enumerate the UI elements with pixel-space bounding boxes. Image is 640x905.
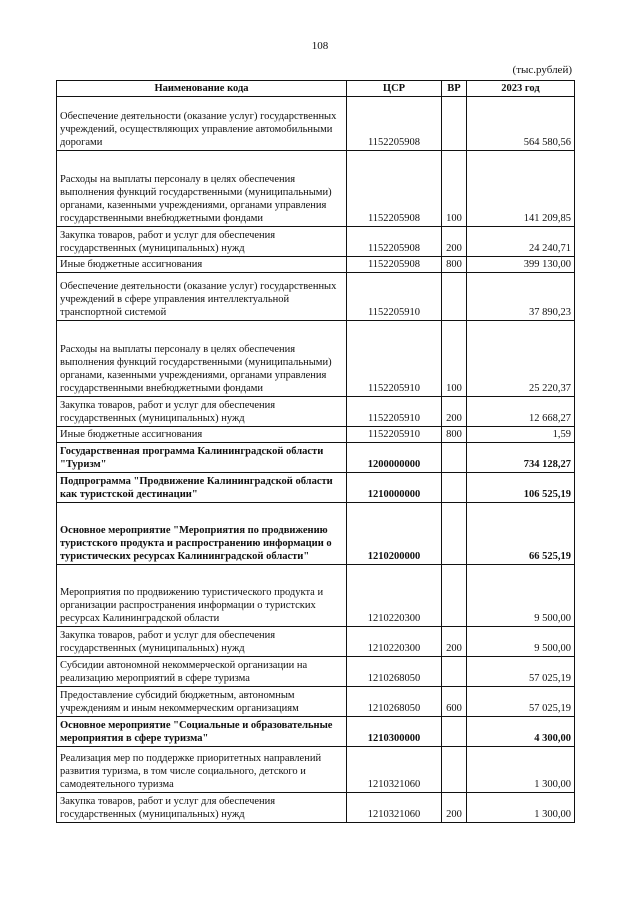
row-name: Обеспечение деятельности (оказание услуг) государственных учреждений, осуществляющих управление автомобильными дорогами xyxy=(57,97,347,151)
row-name: Предоставление субсидий бюджетным, автономным учреждениям и иным некоммерческим организациям xyxy=(57,687,347,717)
row-code: 1152205910 xyxy=(347,321,442,397)
table-row xyxy=(57,97,575,151)
row-name: Закупка товаров, работ и услуг для обеспечения государственных (муниципальных) нужд xyxy=(57,227,347,257)
table-row xyxy=(57,473,575,503)
row-code: 1200000000 xyxy=(347,443,442,473)
row-amount: 25 220,37 xyxy=(467,321,575,397)
row-name: Субсидии автономной некоммерческой организации на реализацию мероприятий в сфере туризма xyxy=(57,657,347,687)
row-amount: 734 128,27 xyxy=(467,443,575,473)
row-vr: 200 xyxy=(442,793,467,823)
row-name: Мероприятия по продвижению туристического продукта и организации распространения информации о туристских ресурсах Калининградской области xyxy=(57,565,347,627)
row-name: Закупка товаров, работ и услуг для обеспечения государственных (муниципальных) нужд xyxy=(57,397,347,427)
row-code: 1152205910 xyxy=(347,397,442,427)
table-row xyxy=(57,687,575,717)
row-vr: 100 xyxy=(442,151,467,227)
table-row xyxy=(57,657,575,687)
table-row xyxy=(57,427,575,443)
table-row xyxy=(57,257,575,273)
budget-table xyxy=(56,80,575,823)
row-name: Реализация мер по поддержке приоритетных направлений развития туризма, в том числе социального, детского и самодеятельного туризма xyxy=(57,747,347,793)
row-code: 1152205908 xyxy=(347,151,442,227)
row-vr: 100 xyxy=(442,321,467,397)
row-code: 1210268050 xyxy=(347,687,442,717)
row-amount: 564 580,56 xyxy=(467,97,575,151)
row-amount: 57 025,19 xyxy=(467,657,575,687)
units-label: (тыс.рублей) xyxy=(512,64,572,76)
row-amount: 4 300,00 xyxy=(467,717,575,747)
row-amount: 9 500,00 xyxy=(467,627,575,657)
table-row xyxy=(57,227,575,257)
row-code: 1210268050 xyxy=(347,657,442,687)
row-vr: 800 xyxy=(442,427,467,443)
row-amount: 9 500,00 xyxy=(467,565,575,627)
table-row xyxy=(57,627,575,657)
row-code: 1210220300 xyxy=(347,565,442,627)
row-code: 1152205910 xyxy=(347,273,442,321)
row-vr: 200 xyxy=(442,397,467,427)
table-row xyxy=(57,397,575,427)
row-vr xyxy=(442,565,467,627)
row-vr xyxy=(442,747,467,793)
row-name: Расходы на выплаты персоналу в целях обеспечения выполнения функций государственными (муниципальными) органами, казенными учреждениями, органами управления государственными внебюджетными фондами xyxy=(57,321,347,397)
row-amount: 106 525,19 xyxy=(467,473,575,503)
row-amount: 24 240,71 xyxy=(467,227,575,257)
table-row xyxy=(57,321,575,397)
row-vr xyxy=(442,717,467,747)
row-name: Иные бюджетные ассигнования xyxy=(57,427,347,443)
row-name: Подпрограмма "Продвижение Калининградской области как туристской дестинации" xyxy=(57,473,347,503)
table-row xyxy=(57,793,575,823)
row-amount: 1 300,00 xyxy=(467,793,575,823)
row-amount: 1 300,00 xyxy=(467,747,575,793)
row-name: Государственная программа Калининградской области "Туризм" xyxy=(57,443,347,473)
table-header-row xyxy=(57,81,575,97)
row-vr: 600 xyxy=(442,687,467,717)
row-vr xyxy=(442,273,467,321)
row-vr: 200 xyxy=(442,627,467,657)
table-row xyxy=(57,717,575,747)
row-code: 1152205910 xyxy=(347,427,442,443)
row-name: Основное мероприятие "Социальные и образовательные мероприятия в сфере туризма" xyxy=(57,717,347,747)
row-amount: 12 668,27 xyxy=(467,397,575,427)
row-amount: 57 025,19 xyxy=(467,687,575,717)
row-amount: 1,59 xyxy=(467,427,575,443)
row-name: Расходы на выплаты персоналу в целях обеспечения выполнения функций государственными (муниципальными) органами, казенными учреждениями, органами управления государственными внебюджетными фондами xyxy=(57,151,347,227)
row-vr xyxy=(442,443,467,473)
row-vr xyxy=(442,97,467,151)
header-vr: ВР xyxy=(442,81,467,97)
table-row xyxy=(57,151,575,227)
table-row xyxy=(57,747,575,793)
row-amount: 399 130,00 xyxy=(467,257,575,273)
row-amount: 141 209,85 xyxy=(467,151,575,227)
table-row xyxy=(57,273,575,321)
row-name: Основное мероприятие "Мероприятия по продвижению туристского продукта и распространению информации о туристических ресурсах Калининградской области" xyxy=(57,503,347,565)
row-vr: 800 xyxy=(442,257,467,273)
row-code: 1152205908 xyxy=(347,227,442,257)
row-name: Закупка товаров, работ и услуг для обеспечения государственных (муниципальных) нужд xyxy=(57,627,347,657)
header-year: 2023 год xyxy=(467,81,575,97)
header-csr: ЦСР xyxy=(347,81,442,97)
row-code: 1210220300 xyxy=(347,627,442,657)
row-code: 1210000000 xyxy=(347,473,442,503)
row-vr xyxy=(442,473,467,503)
row-code: 1210321060 xyxy=(347,747,442,793)
header-name: Наименование кода xyxy=(57,81,347,97)
row-code: 1152205908 xyxy=(347,257,442,273)
row-vr xyxy=(442,503,467,565)
row-name: Закупка товаров, работ и услуг для обеспечения государственных (муниципальных) нужд xyxy=(57,793,347,823)
row-code: 1210200000 xyxy=(347,503,442,565)
row-code: 1210321060 xyxy=(347,793,442,823)
row-name: Иные бюджетные ассигнования xyxy=(57,257,347,273)
row-amount: 66 525,19 xyxy=(467,503,575,565)
page-number: 108 xyxy=(311,40,329,52)
row-code: 1210300000 xyxy=(347,717,442,747)
row-amount: 37 890,23 xyxy=(467,273,575,321)
table-row xyxy=(57,503,575,565)
table-row xyxy=(57,565,575,627)
row-vr xyxy=(442,657,467,687)
row-vr: 200 xyxy=(442,227,467,257)
row-code: 1152205908 xyxy=(347,97,442,151)
table-row xyxy=(57,443,575,473)
row-name: Обеспечение деятельности (оказание услуг) государственных учреждений в сфере управления интеллектуальной транспортной системой xyxy=(57,273,347,321)
